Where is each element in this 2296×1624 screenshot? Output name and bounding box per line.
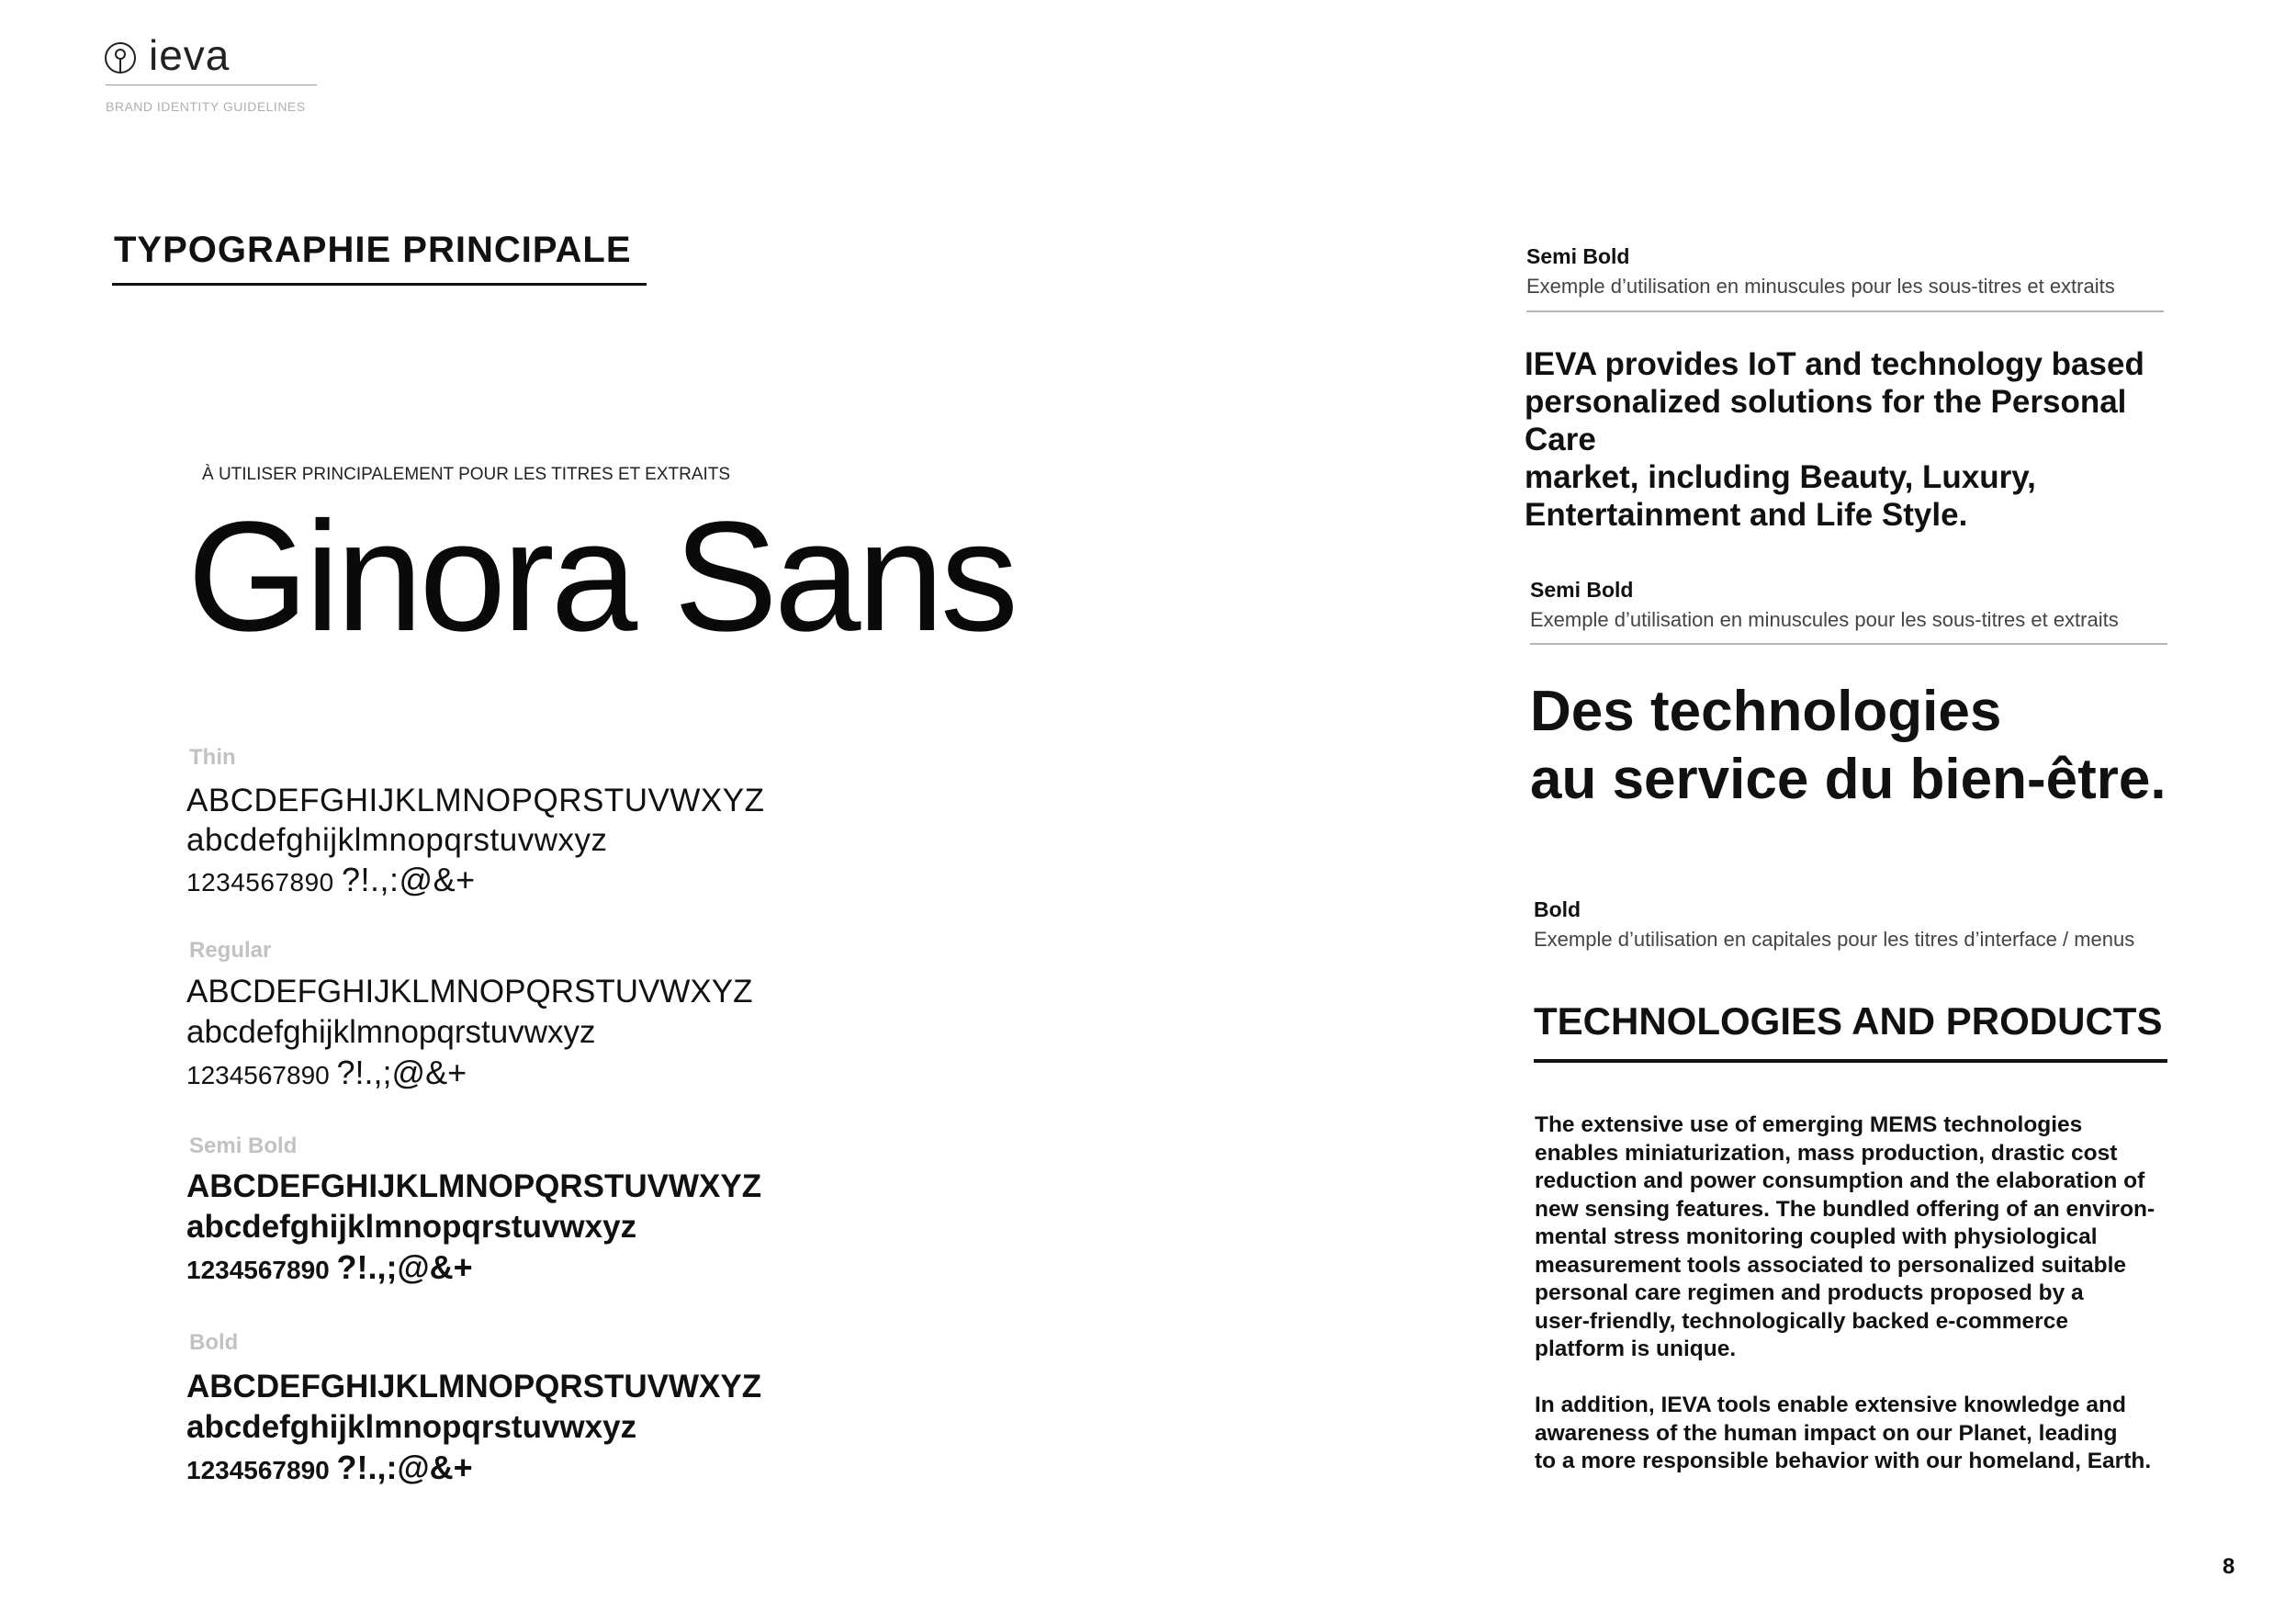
example-1-line: market, including Beauty, Luxury, bbox=[1525, 459, 2036, 495]
body-line: mental stress monitoring coupled with physiological bbox=[1535, 1224, 2098, 1249]
semibold-lowercase-sample: abcdefghijklmnopqrstuvwxyz bbox=[186, 1209, 637, 1245]
thin-numbers-sample bbox=[186, 862, 476, 901]
bold-numbers-sample bbox=[186, 1449, 473, 1489]
font-name-display: Ginora Sans bbox=[187, 490, 1015, 664]
spec-description-2: Exemple d’utilisation en minuscules pour les sous-titres et extraits bbox=[1530, 608, 2119, 631]
thin-digits: 1234567890 bbox=[186, 868, 334, 897]
body-line: platform is unique. bbox=[1535, 1336, 1737, 1361]
body-line: personal care regimen and products proposed by a bbox=[1535, 1280, 2084, 1305]
example-1-line: personalized solutions for the Personal Care bbox=[1525, 384, 2127, 457]
body-line: measurement tools associated to personalized suitable bbox=[1535, 1252, 2126, 1278]
section-title-underline bbox=[112, 283, 647, 286]
body-line: enables miniaturization, mass production, drastic cost bbox=[1535, 1140, 2118, 1166]
semibold-uppercase-sample: ABCDEFGHIJKLMNOPQRSTUVWXYZ bbox=[186, 1168, 762, 1204]
body-line: The extensive use of emerging MEMS technologies bbox=[1535, 1112, 2083, 1137]
example-heading-underline bbox=[1534, 1059, 2167, 1063]
slogan-line: au service du bien-être. bbox=[1530, 748, 2167, 811]
bold-symbols: ?!.,:@&+ bbox=[336, 1449, 473, 1486]
bold-lowercase-sample: abcdefghijklmnopqrstuvwxyz bbox=[186, 1409, 637, 1445]
body-line: user-friendly, technologically backed e-commerce bbox=[1535, 1308, 2068, 1334]
slogan-line: Des technologies bbox=[1530, 680, 2002, 743]
weight-label-semibold: Semi Bold bbox=[189, 1133, 298, 1158]
section-title: TYPOGRAPHIE PRINCIPALE bbox=[114, 230, 632, 270]
usage-note: À UTILISER PRINCIPALEMENT POUR LES TITRES ET EXTRAITS bbox=[202, 465, 731, 484]
regular-uppercase-sample: ABCDEFGHIJKLMNOPQRSTUVWXYZ bbox=[186, 974, 753, 1009]
semibold-numbers-sample bbox=[186, 1249, 473, 1289]
body-line: In addition, IEVA tools enable extensive knowledge and bbox=[1535, 1393, 2126, 1417]
example-1-line: IEVA provides IoT and technology based bbox=[1525, 346, 2144, 382]
body-line: reduction and power consumption and the elaboration of bbox=[1535, 1168, 2145, 1193]
weight-label-regular: Regular bbox=[189, 938, 272, 963]
example-body-paragraph-1 bbox=[1535, 1111, 2196, 1364]
regular-digits: 1234567890 bbox=[186, 1061, 330, 1089]
regular-numbers-sample bbox=[186, 1054, 467, 1094]
body-line: new sensing features. The bundled offering of an environ- bbox=[1535, 1196, 2155, 1222]
spec-divider-2 bbox=[1530, 643, 2167, 645]
body-line: to a more responsible behavior with our homeland, Earth. bbox=[1535, 1449, 2152, 1473]
example-1-line: Entertainment and Life Style. bbox=[1525, 497, 1968, 533]
thin-lowercase-sample: abcdefghijklmnopqrstuvwxyz bbox=[186, 822, 608, 858]
example-body-paragraph-2 bbox=[1535, 1392, 2196, 1476]
page-number: 8 bbox=[2223, 1554, 2235, 1579]
bold-uppercase-sample: ABCDEFGHIJKLMNOPQRSTUVWXYZ bbox=[186, 1369, 762, 1404]
example-heading-bold: TECHNOLOGIES AND PRODUCTS bbox=[1534, 999, 2163, 1043]
spec-title-semibold-1: Semi Bold bbox=[1526, 244, 1630, 268]
spec-title-semibold-2: Semi Bold bbox=[1530, 578, 1634, 602]
semibold-digits: 1234567890 bbox=[186, 1256, 330, 1284]
ieva-logo-icon bbox=[103, 40, 138, 75]
thin-symbols: ?!.,:@&+ bbox=[342, 861, 476, 898]
spec-description-3: Exemple d’utilisation en capitales pour les titres d’interface / menus bbox=[1534, 928, 2135, 951]
spec-title-bold: Bold bbox=[1534, 897, 1581, 921]
spec-divider-1 bbox=[1526, 310, 2164, 312]
regular-lowercase-sample: abcdefghijklmnopqrstuvwxyz bbox=[186, 1014, 596, 1050]
regular-symbols: ?!.,;@&+ bbox=[336, 1054, 467, 1091]
example-slogan bbox=[1530, 678, 2191, 814]
thin-uppercase-sample: ABCDEFGHIJKLMNOPQRSTUVWXYZ bbox=[186, 783, 765, 818]
weight-label-bold: Bold bbox=[189, 1330, 239, 1355]
weight-label-thin: Thin bbox=[189, 745, 236, 770]
bold-digits: 1234567890 bbox=[186, 1456, 330, 1484]
logo-wordmark: ieva bbox=[149, 31, 231, 79]
body-line: awareness of the human impact on our Planet, leading bbox=[1535, 1420, 2118, 1446]
spec-description-1: Exemple d’utilisation en minuscules pour les sous-titres et extraits bbox=[1526, 275, 2115, 298]
header-subtitle: BRAND IDENTITY GUIDELINES bbox=[106, 99, 306, 114]
example-paragraph-semibold bbox=[1525, 345, 2204, 534]
semibold-symbols: ?!.,;@&+ bbox=[336, 1248, 473, 1286]
